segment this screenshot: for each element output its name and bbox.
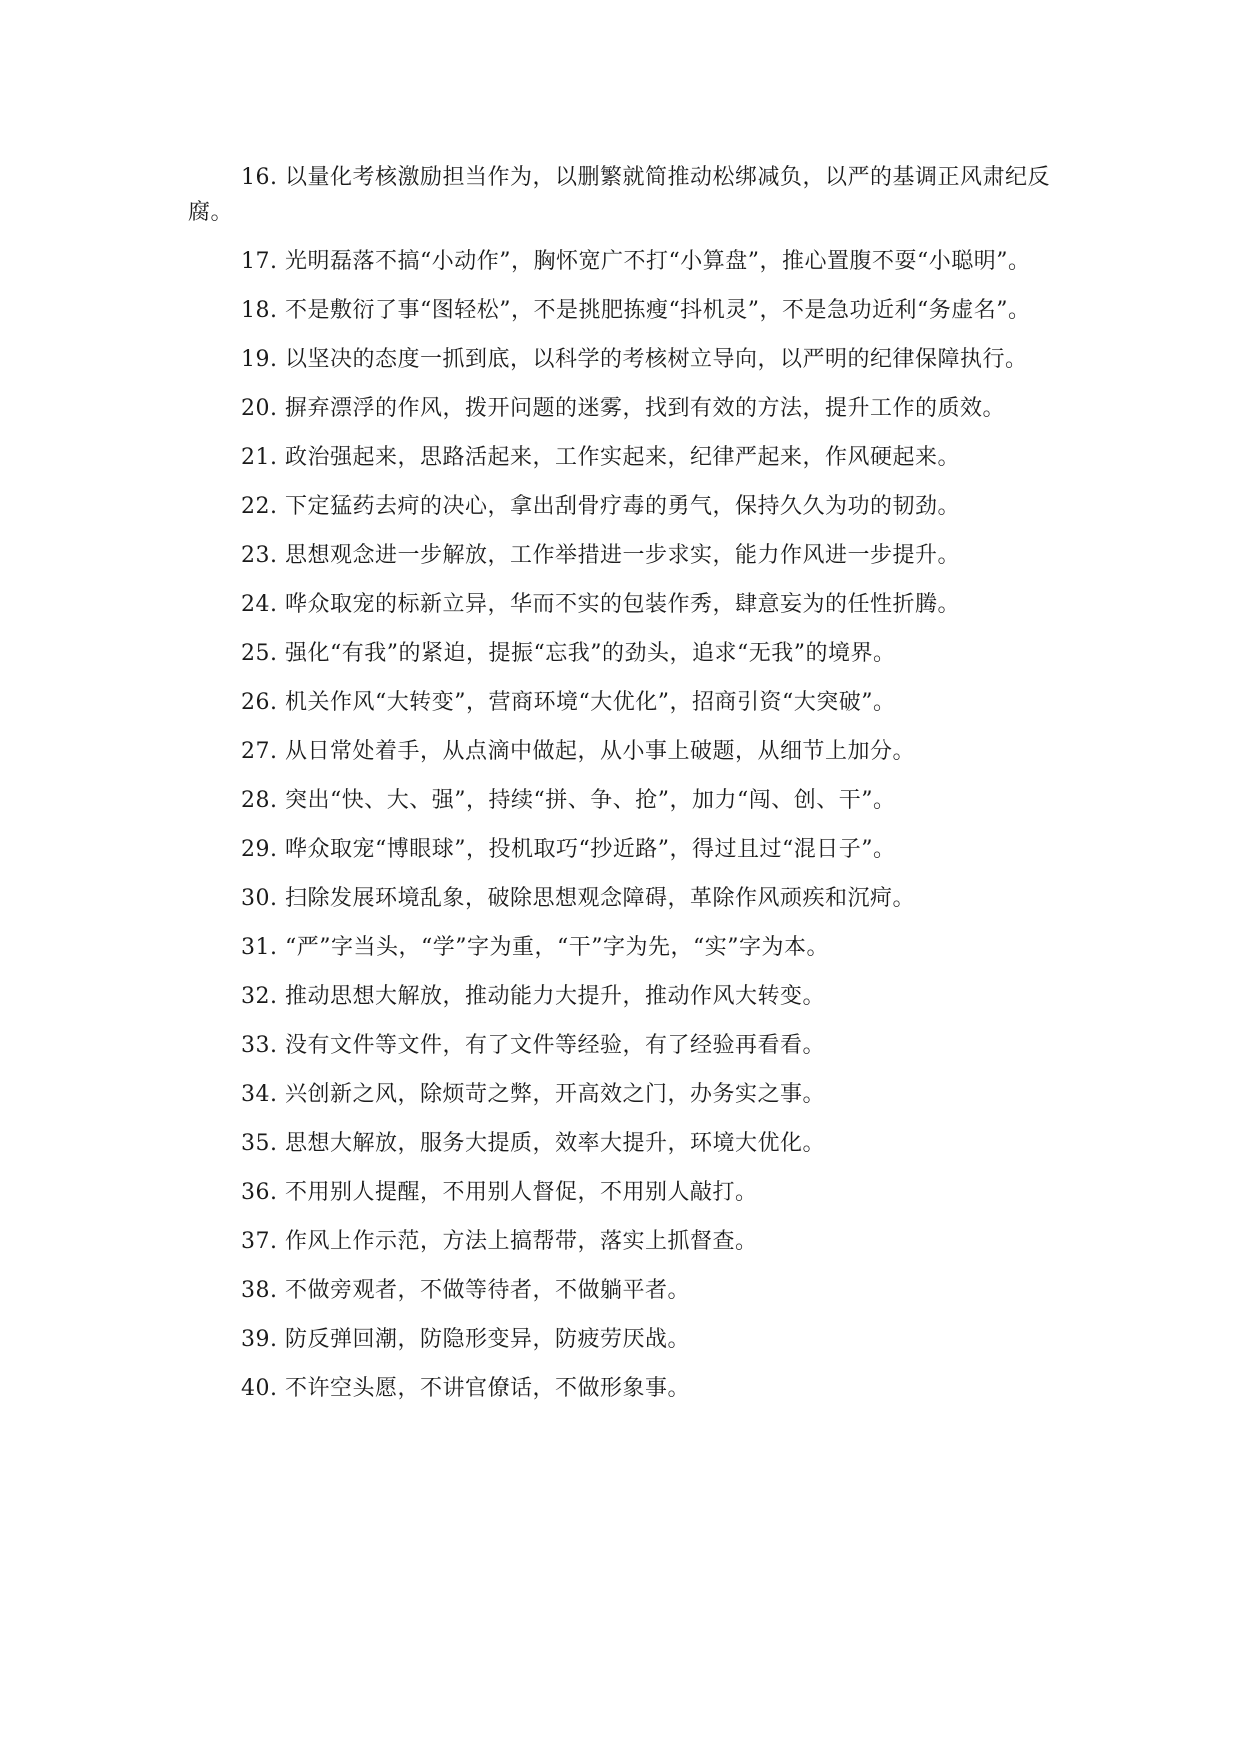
list-item: 32. 推动思想大解放，推动能力大提升，推动作风大转变。 <box>241 984 825 1009</box>
list-item: 39. 防反弹回潮，防隐形变异，防疲劳厌战。 <box>241 1327 690 1352</box>
list-item: 23. 思想观念进一步解放，工作举措进一步求实，能力作风进一步提升。 <box>241 543 960 568</box>
list-item: 40. 不许空头愿，不讲官僚话，不做形象事。 <box>241 1376 690 1401</box>
list-item: 33. 没有文件等文件，有了文件等经验，有了经验再看看。 <box>241 1033 825 1058</box>
list-item: 25. 强化“有我”的紧迫，提振“忘我”的劲头，追求“无我”的境界。 <box>241 641 896 666</box>
list-item: 28. 突出“快、大、强”，持续“拼、争、抢”，加力“闯、创、干”。 <box>241 788 896 813</box>
list-item: 21. 政治强起来，思路活起来，工作实起来，纪律严起来，作风硬起来。 <box>241 445 960 470</box>
list-item: 18. 不是敷衍了事“图轻松”，不是挑肥拣瘦“抖机灵”，不是急功近利“务虚名”。 <box>241 298 1031 323</box>
list-item: 37. 作风上作示范，方法上搞帮带，落实上抓督查。 <box>241 1229 758 1254</box>
list-item: 20. 摒弃漂浮的作风，拨开问题的迷雾，找到有效的方法，提升工作的质效。 <box>241 396 1005 421</box>
list-item: 29. 哗众取宠“博眼球”，投机取巧“抄近路”，得过且过“混日子”。 <box>241 837 896 862</box>
list-item: 17. 光明磊落不搞“小动作”，胸怀宽广不打“小算盘”，推心置腹不耍“小聪明”。 <box>241 249 1031 274</box>
list-item: 30. 扫除发展环境乱象，破除思想观念障碍，革除作风顽疾和沉疴。 <box>241 886 915 911</box>
list-item: 19. 以坚决的态度一抓到底，以科学的考核树立导向，以严明的纪律保障执行。 <box>241 347 1028 372</box>
list-item: 22. 下定猛药去疴的决心，拿出刮骨疗毒的勇气，保持久久为功的韧劲。 <box>241 494 960 519</box>
list-item: 36. 不用别人提醒，不用别人督促，不用别人敲打。 <box>241 1180 758 1205</box>
list-item: 24. 哗众取宠的标新立异，华而不实的包装作秀，肆意妄为的任性折腾。 <box>241 592 960 617</box>
list-item: 34. 兴创新之风，除烦苛之弊，开高效之门，办务实之事。 <box>241 1082 825 1107</box>
list-item: 27. 从日常处着手，从点滴中做起，从小事上破题，从细节上加分。 <box>241 739 915 764</box>
list-item: 16. 以量化考核激励担当作为，以删繁就简推动松绑减负，以严的基调正风肃纪反腐。 <box>188 165 1050 225</box>
list-item: 31. “严”字当头，“学”字为重，“干”字为先，“实”字为本。 <box>241 935 829 960</box>
list-item: 35. 思想大解放，服务大提质，效率大提升，环境大优化。 <box>241 1131 825 1156</box>
list-item: 26. 机关作风“大转变”，营商环境“大优化”，招商引资“大突破”。 <box>241 690 896 715</box>
document-body <box>188 160 1068 1420</box>
list-item: 38. 不做旁观者，不做等待者，不做躺平者。 <box>241 1278 690 1303</box>
